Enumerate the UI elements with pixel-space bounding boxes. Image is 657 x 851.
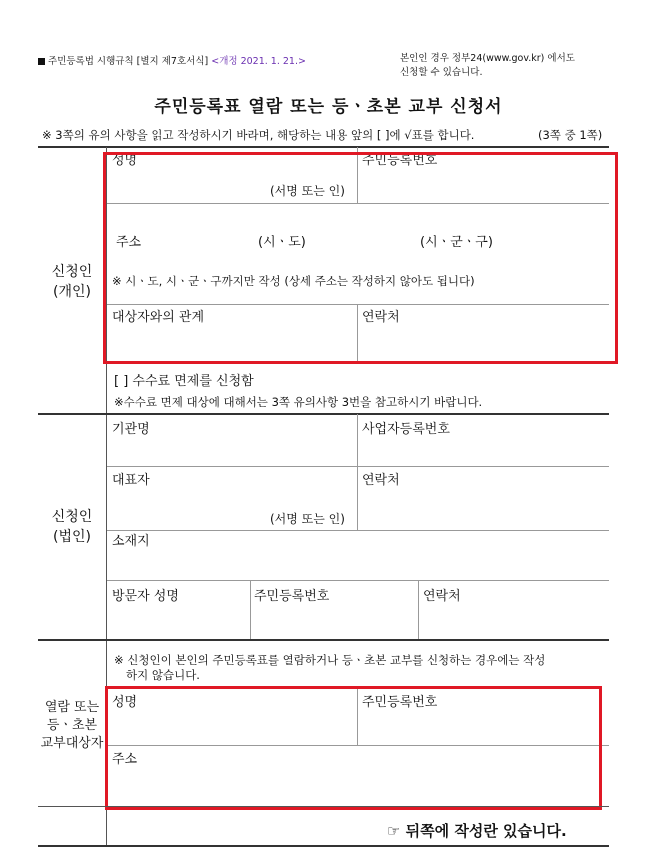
cell-divider — [418, 580, 419, 639]
revision-date: <개정 2021. 1. 21.> — [211, 56, 306, 67]
form-title: 주민등록표 열람 또는 등ㆍ초본 교부 신청서 — [154, 97, 503, 117]
section-label-individual: 신청인 (개인) — [51, 264, 93, 300]
cell-divider — [250, 580, 251, 639]
visitor-name-label: 방문자 성명 — [112, 589, 179, 604]
row-divider — [107, 580, 609, 581]
highlight-box-applicant — [103, 152, 618, 364]
corp-signature-hint: (서명 또는 인) — [270, 512, 345, 526]
subject-note: ※ 신청인이 본인의 주민등록표를 열람하거나 등ㆍ초본 교부를 신청하는 경우에는 작성 하지 않습니다. — [114, 653, 546, 682]
section-border — [38, 639, 609, 641]
subject-address-label: 주소 — [112, 752, 138, 767]
table-bottom-border — [38, 845, 609, 847]
location-label: 소재지 — [112, 534, 150, 549]
highlight-box-subject — [105, 686, 602, 810]
rrn-label: 주민등록번호 — [362, 153, 438, 168]
address-note: ※ 시ㆍ도, 시ㆍ군ㆍ구까지만 작성 (상세 주소는 작성하지 않아도 됩니다) — [112, 274, 475, 288]
online-note-line1: 본인인 경우 정부24(www.gov.kr) 에서도 — [400, 53, 575, 64]
table-top-border — [38, 146, 609, 148]
signature-hint: (서명 또는 인) — [270, 184, 345, 198]
si-gun-gu-label: (시ㆍ군ㆍ구) — [420, 235, 493, 250]
continue-note: ☞ 뒤쪽에 작성란 있습니다. — [387, 822, 567, 840]
biz-reg-label: 사업자등록번호 — [362, 422, 450, 437]
form-reference — [38, 53, 306, 67]
section-label-corporate: 신청인 (법인) — [51, 509, 93, 545]
section-label-subject: 열람 또는 등ㆍ초본 교부대상자 — [40, 700, 104, 751]
fee-note: ※수수료 면제 대상에 대해서는 3쪽 유의사항 3번을 참고하시기 바랍니다. — [114, 395, 483, 409]
page-indicator: (3쪽 중 1쪽) — [538, 128, 603, 142]
relation-label: 대상자와의 관계 — [112, 310, 205, 325]
org-name-label: 기관명 — [112, 422, 150, 437]
contact-label: 연락처 — [362, 310, 400, 325]
section-border — [38, 806, 609, 807]
form-reference-text: 주민등록법 시행규칙 [별지 제7호서식] — [48, 56, 209, 67]
online-note — [400, 52, 575, 80]
section-border — [38, 413, 609, 415]
si-do-label: (시ㆍ도) — [258, 235, 306, 250]
cell-divider — [357, 414, 358, 530]
online-note-line2: 신청할 수 있습니다. — [400, 67, 483, 78]
row-divider — [107, 530, 609, 531]
subject-name-label: 성명 — [112, 695, 138, 710]
address-label: 주소 — [116, 235, 142, 250]
representative-label: 대표자 — [112, 473, 150, 488]
name-label: 성명 — [112, 153, 138, 168]
instructions: ※ 3쪽의 유의 사항을 읽고 작성하시기 바라며, 해당하는 내용 앞의 [ ]에 √표를 합니다. — [42, 128, 475, 142]
subject-rrn-label: 주민등록번호 — [362, 695, 438, 710]
black-square-icon — [38, 58, 45, 65]
visitor-rrn-label: 주민등록번호 — [254, 589, 330, 604]
row-divider — [107, 466, 609, 467]
corp-contact-label: 연락처 — [362, 473, 400, 488]
visitor-contact-label: 연락처 — [423, 589, 461, 604]
fee-exemption-checkbox[interactable]: [ ] 수수료 면제를 신청함 — [114, 374, 254, 389]
